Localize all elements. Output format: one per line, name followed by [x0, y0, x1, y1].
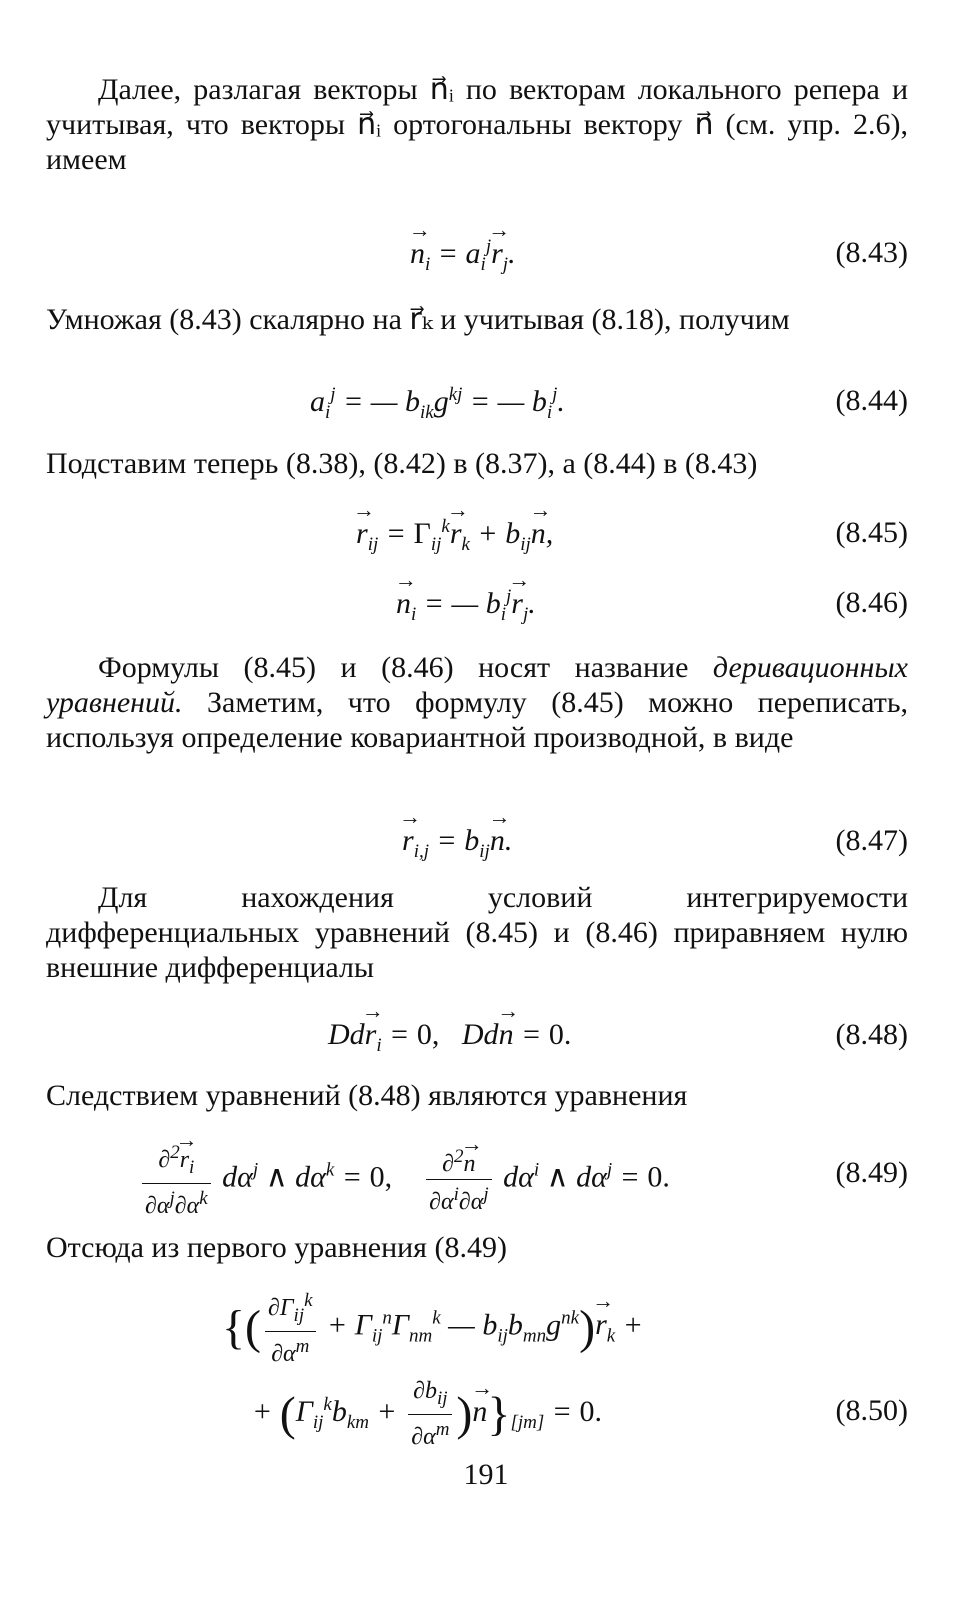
equation-number: (8.46): [835, 586, 908, 619]
equation-body: → $r_{i,j} = b_{ij}\to n$.: [402, 824, 512, 863]
equation-number: (8.47): [835, 824, 908, 857]
equation-number: (8.49): [835, 1156, 908, 1189]
equation-number: (8.48): [835, 1018, 908, 1051]
equation-body: → $n_i$ = — $b_i^j\to r_j$.: [396, 586, 536, 626]
equation-8-45: [46, 516, 908, 556]
paragraph-3: Подставим теперь (8.38), (8.42) в (8.37), а (8.44) в (8.43): [46, 447, 758, 480]
paragraph-7: Отсюда из первого уравнения (8.49): [46, 1231, 507, 1264]
equation-body: → $r_{ij} = \Gamma_{ij}^k\to r_k + b_{ij}\to n$,: [356, 516, 553, 556]
equation-body: $Dd\to r_i = 0$, Dd→ n = 0.: [328, 1018, 571, 1057]
paragraph-2: Умножая (8.43) скалярно на r⃗ₖ и учитывая (8.18), получим: [46, 303, 790, 336]
equation-number: (8.50): [835, 1394, 908, 1427]
equation-8-48: [46, 1018, 908, 1058]
equation-8-49: [46, 1134, 908, 1219]
equation-body: $\frac{\partial^2\to r_i}{\partial\alpha^j\partial\alpha^k}$ $d\alpha^j$ ∧ $d\alpha^k = 0$, $\frac{\partial^2\to n}{\partial\alpha^i\partial\alpha^j}$ $d\alpha^i$ ∧ $d\alpha^j = 0$.: [138, 1138, 670, 1221]
paragraph-4: [46, 650, 908, 755]
paragraph-6: Следствием уравнений (8.48) являются уравнения: [46, 1079, 688, 1112]
equation-8-46: [46, 586, 908, 626]
paragraph-4-term: деривационных уравнений.: [46, 651, 908, 719]
paragraph-4-start: Формулы (8.45) и (8.46) носят название: [98, 651, 713, 684]
equation-body: → $n_i = a_i^j\to r_j$.: [410, 236, 516, 276]
equation-8-44: [46, 384, 908, 424]
equation-body: $a_i^j$ = — $b_{ik}g^{kj}$ = — $b_i^j$.: [310, 384, 565, 423]
equation-8-50-line-2: [46, 1376, 908, 1456]
paragraph-5: Для нахождения условий интегрируемости дифференциальных уравнений (8.45) и (8.46) приравняем нулю внешние дифференциалы: [46, 881, 908, 984]
equation-8-47: [46, 824, 908, 864]
paragraph-1: Далее, разлагая векторы n⃗ᵢ по векторам локального репера и учитывая, что векторы n⃗ᵢ ортогональны вектору n⃗ (см. упр. 2.6), имеем: [46, 73, 908, 176]
equation-number: (8.45): [835, 516, 908, 549]
equation-body: + ($\Gamma_{ij}^kb_{km}$ + $\frac{\partial b_{ij}}{\partial\alpha^m}$ )→ $n\}_{[jm]} = 0$.: [252, 1376, 602, 1452]
paragraph-4-end: Заметим, что формулу (8.45) можно переписать, используя определение ковариантной производной, в виде: [46, 686, 908, 754]
equation-number: (8.44): [835, 384, 908, 417]
equation-number: (8.43): [835, 236, 908, 269]
equation-8-50-line-1: [46, 1286, 908, 1366]
equation-8-43: [46, 236, 908, 276]
equation-body: {( $\frac{\partial\Gamma_{ij}^k}{\partial\alpha^m}$ + $\Gamma_{ij}^n\Gamma_{nm}^k$ — $b_{ij}b_{mn}g^{nk})\to r_k$ +: [222, 1286, 643, 1369]
page-number: 191: [463, 1458, 509, 1491]
